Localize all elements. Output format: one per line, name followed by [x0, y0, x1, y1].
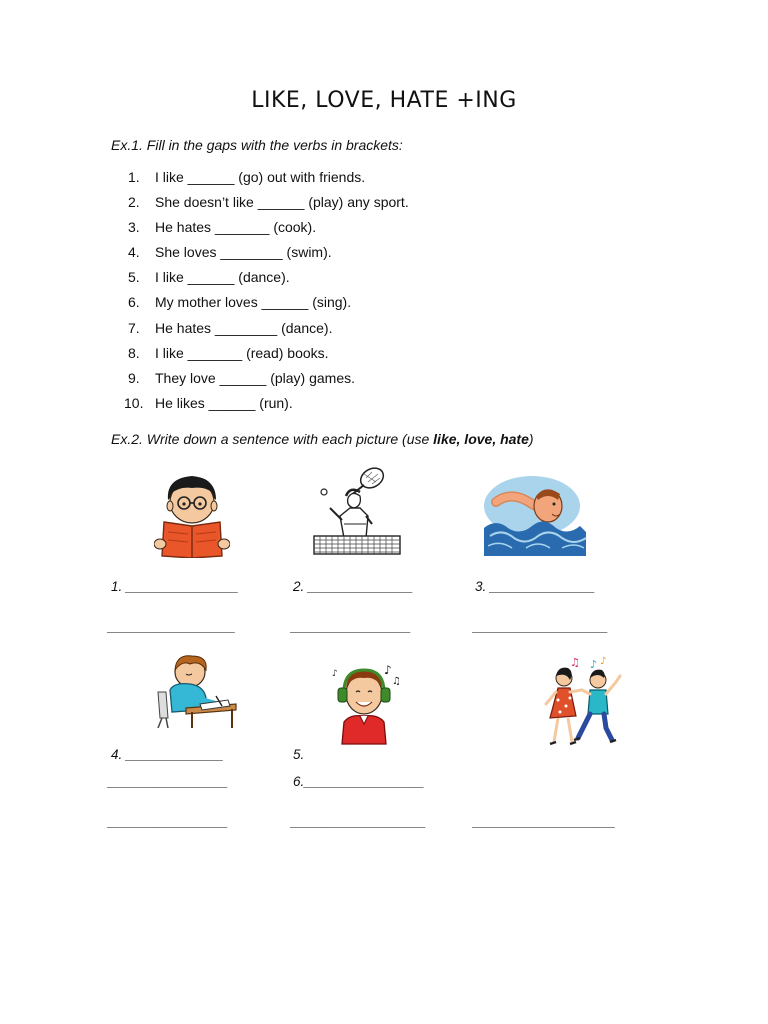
answer-label-5: 5. — [293, 747, 305, 762]
item-text: She loves ________ (swim). — [155, 244, 332, 261]
page-title: LIKE, LOVE, HATE +ING — [251, 88, 517, 113]
list-item — [124, 394, 409, 419]
list-item — [128, 344, 409, 369]
svg-text:♫: ♫ — [392, 676, 401, 687]
item-number: 7. — [128, 319, 140, 336]
list-item — [128, 193, 409, 218]
item-number: 6. — [128, 294, 140, 311]
item-text: He likes ______ (run). — [155, 394, 293, 411]
boy-writing-icon — [156, 652, 238, 728]
svg-text:♪: ♪ — [600, 656, 607, 667]
list-item — [128, 369, 409, 394]
answer-line: ________________ — [108, 814, 229, 829]
item-number: 4. — [128, 244, 140, 261]
man-listening-music-icon — [330, 662, 402, 746]
answer-line: __________________ — [291, 814, 427, 829]
item-number: 8. — [128, 344, 140, 361]
list-item — [128, 243, 409, 268]
svg-text:♪: ♪ — [384, 663, 392, 677]
item-text: I like ______ (go) out with friends. — [155, 169, 366, 185]
answer-line: ___________________ — [473, 814, 616, 829]
item-number: 10. — [124, 394, 144, 411]
man-swimming-icon — [482, 472, 588, 556]
list-item — [128, 168, 409, 193]
answer-label-6: 6.________________ — [293, 774, 425, 789]
item-number: 9. — [128, 369, 140, 386]
exercise-2-instruction: Ex.2. Write down a sentence with each picture (use like, love, hate) — [111, 431, 534, 447]
svg-text:♪: ♪ — [332, 669, 338, 679]
item-text: They love ______ (play) games. — [155, 369, 355, 386]
item-number: 3. — [128, 219, 140, 236]
item-text: He hates _______ (cook). — [155, 219, 317, 236]
answer-line: ________________ — [291, 619, 412, 634]
item-number: 2. — [128, 194, 140, 211]
exercise-1-list — [124, 168, 409, 419]
item-number: 1. — [128, 169, 140, 185]
item-text: I like _______ (read) books. — [155, 344, 329, 361]
answer-label-2: 2. ______________ — [293, 579, 414, 594]
list-item — [128, 293, 409, 318]
answer-line: __________________ — [473, 619, 609, 634]
item-text: I like ______ (dance). — [155, 269, 290, 286]
answer-label-3: 3. ______________ — [475, 579, 596, 594]
item-text: My mother loves ______ (sing). — [155, 294, 352, 311]
answer-label-1: 1. _______________ — [111, 579, 239, 594]
item-number: 5. — [128, 269, 140, 286]
item-text: He hates ________ (dance). — [155, 319, 333, 336]
svg-text:♫: ♫ — [570, 656, 580, 669]
svg-text:♪: ♪ — [590, 658, 598, 671]
woman-playing-tennis-icon — [312, 466, 404, 558]
boy-reading-book-icon — [154, 472, 230, 558]
couple-dancing-icon — [542, 656, 626, 748]
item-text: She doesn’t like ______ (play) any sport. — [155, 194, 409, 211]
exercise-1-instruction: Ex.1. Fill in the gaps with the verbs in brackets: — [111, 137, 403, 153]
list-item — [128, 319, 409, 344]
answer-label-4: 4. _____________ — [111, 747, 224, 762]
answer-line: _________________ — [108, 619, 236, 634]
answer-line: ________________ — [108, 774, 229, 789]
list-item — [128, 268, 409, 293]
list-item — [128, 218, 409, 243]
